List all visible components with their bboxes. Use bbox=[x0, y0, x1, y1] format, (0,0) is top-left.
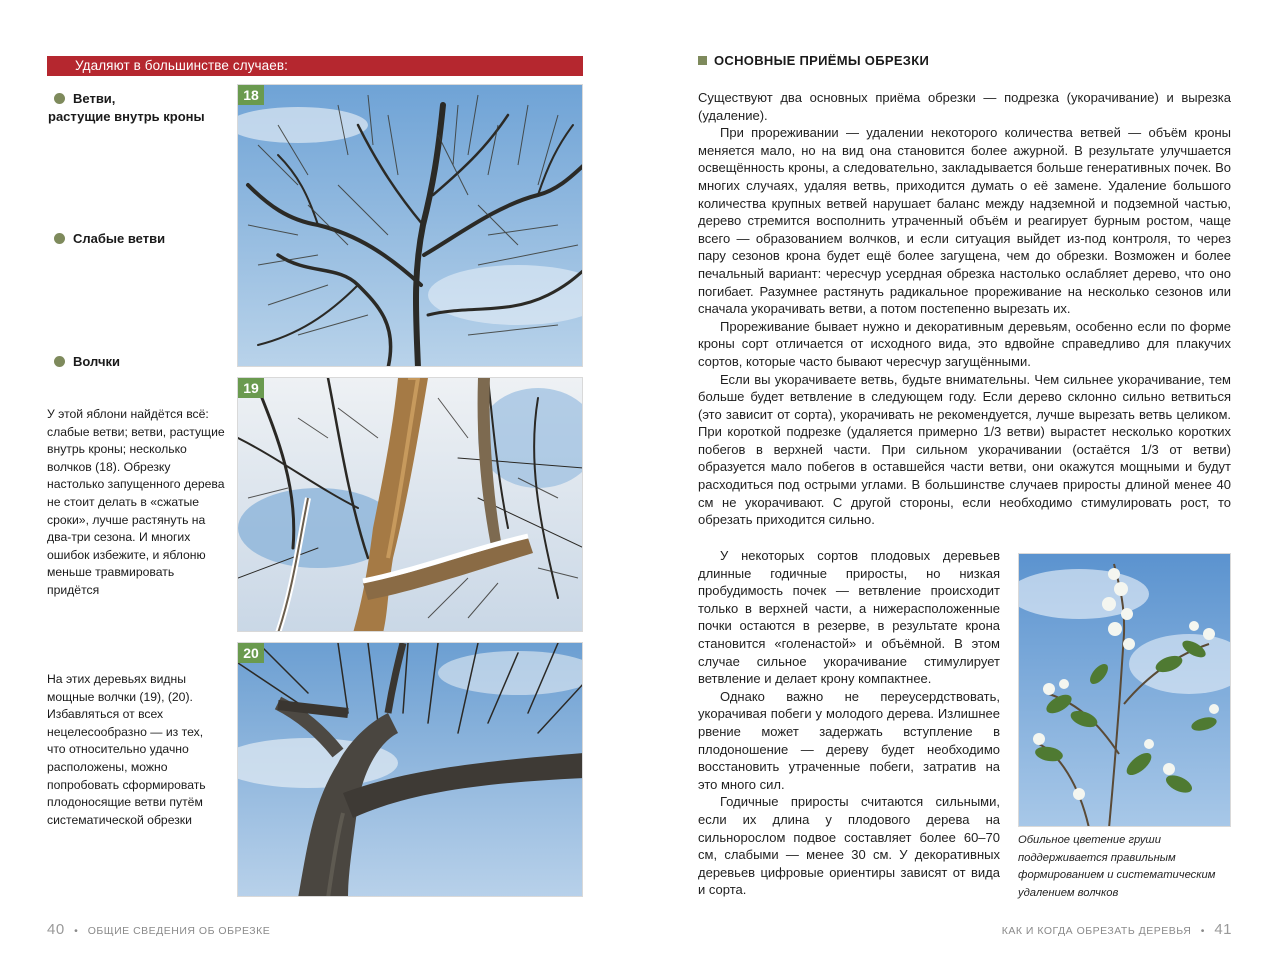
footer-separator: • bbox=[1200, 925, 1205, 937]
paragraph: При прореживании — удалении некоторого количества ветвей — объём кроны меняется мало, но на вид она становится более ажурной. В результате улучшается освещённость кроны, а следовательно, закладывается больше генеративных почек. Во многих случаях, удаляя ветвь, приходится думать о её замене. Удаление большого количества крупных ветвей нарушает баланс между надземной и подземной частью, дерево стремится восполнить утраченный объём и реагирует бурным ростом, чаще всего — образованием волчков, и если ситуация выйдет из-под контроля, то через пару сезонов крона будет ещё более загущена, чем до обрезки. Возможен и более печальный вариант: чересчур усердная обрезка настолько ослабляет дерево, что оно погибает. Разумнее растянуть радикальное прореживание на несколько сезонов или сначала укорачивать ветви, а потом постепенно вырезать их. bbox=[698, 125, 1231, 317]
apple-tree-water-sprouts-image bbox=[238, 378, 583, 632]
paragraph: У некоторых сортов плодовых деревьев длинные годичные приросты, но низкая пробудимость почек — ветвление происходит только в верхней части, а нижерасположенные почки остаются в резерве, в результате крона становится «голенастой» и объёмной. В этом случае сильное укорачивание стимулирует ветвление и делает крону компактнее. bbox=[698, 548, 1000, 687]
photo-number-badge: 20 bbox=[238, 643, 264, 663]
bullet-label-line2: растущие внутрь кроны bbox=[48, 109, 205, 124]
article-body-top bbox=[698, 89, 1231, 529]
footer-left bbox=[47, 921, 270, 938]
article-body-bottom bbox=[698, 547, 1000, 899]
photo-19 bbox=[237, 377, 583, 632]
bullet-label: Ветви, bbox=[73, 91, 116, 106]
caption-text: Обильное цветение груши поддерживается правильным формированием и систематическим удалением волчков bbox=[1018, 834, 1216, 899]
caption-text: У этой яблони найдётся всё: слабые ветви; ветви, растущие внутрь кроны; несколько волчков (18). Обрезку настолько запущенного дерева не стоит делать в «сжатые сроки», лучше растянуть на два-три сезона. И многих ошибок избежите, и яблоню меньше травмировать придётся bbox=[47, 407, 225, 597]
bullet-item-weak-branches bbox=[54, 230, 165, 248]
caption-photo-20 bbox=[47, 671, 219, 829]
caption-photo-19 bbox=[47, 406, 229, 600]
paragraph: Прореживание бывает нужно и декоративным деревьям, особенно если по форме кроны сорт отличается от исходного вида, это вдвойне справедливо для плакучих сортов, которые часто бывают чересчур загущёнными. bbox=[698, 318, 1231, 369]
bullet-label: Волчки bbox=[73, 354, 120, 369]
photo-caption-pear bbox=[1018, 832, 1236, 902]
section-heading-text: ОСНОВНЫЕ ПРИЁМЫ ОБРЕЗКИ bbox=[714, 53, 930, 68]
section-heading bbox=[698, 53, 929, 68]
square-bullet-icon bbox=[698, 56, 707, 65]
tree-crown-image bbox=[238, 85, 583, 367]
footer-separator: • bbox=[74, 925, 79, 937]
caption-text: На этих деревьях видны мощные волчки (19), (20). Избавляться от всех нецелесообразно — из тех, что относительно удачно расположены, можно попробовать сформировать плодоносящие ветви путём систематической обрезки bbox=[47, 672, 206, 827]
photo-pear-blossom bbox=[1018, 553, 1231, 827]
photo-number-badge: 18 bbox=[238, 85, 264, 105]
paragraph: Годичные приросты считаются сильными, если их длина у плодового дерева на сильнорослом подвое составляет более 60–70 см, слабыми — менее 30 см. У декоративных деревьев цифровые ориентиры зависят от вида и сорта. bbox=[698, 794, 1000, 898]
bullet-dot-icon bbox=[54, 356, 65, 367]
bullet-item-water-sprouts bbox=[54, 353, 120, 371]
paragraph: Однако важно не переусердствовать, укорачивая побеги у молодого дерева. Излишнее рвение может задержать вступление в плодоношение — дереву будет необходимо восстановить утраченные побеги, затратив на это много сил. bbox=[698, 688, 1000, 792]
footer-right bbox=[1002, 921, 1232, 938]
bullet-item-inner-branches bbox=[48, 90, 205, 126]
bullet-label: Слабые ветви bbox=[73, 231, 166, 246]
photo-20 bbox=[237, 642, 583, 897]
page-number: 40 bbox=[47, 921, 65, 938]
photo-18 bbox=[237, 84, 583, 367]
page-number: 41 bbox=[1214, 921, 1232, 938]
bullet-dot-icon bbox=[54, 93, 65, 104]
tree-trunk-water-sprouts-image bbox=[238, 643, 583, 897]
section-band-title: Удаляют в большинстве случаев: bbox=[75, 58, 289, 73]
pear-blossom-image bbox=[1019, 554, 1231, 827]
paragraph: Если вы укорачиваете ветвь, будьте внимательны. Чем сильнее укорачивание, тем больше будет ветвление в следующем году. Если дерево склонно сильно ветвиться (это зависит от сорта), укорачивать не рекомендуется, лучше вырезать ветвь целиком. При короткой подрезке (удаляется примерно 1/3 ветви) вырастет несколько коротких побегов в верхней части. При сильном укорачивании (остаётся 1/3 от ветви) образуется мало побегов в оставшейся части ветви, они окажутся мощными и будут расходиться под острыми углами. В большинстве случаев приросты длиной менее 40 см не укорачивают. С другой стороны, если необходимо стимулировать рост, то обрезать приходится сильно. bbox=[698, 371, 1231, 528]
paragraph: Существуют два основных приёма обрезки — подрезка (укорачивание) и вырезка (удаление). bbox=[698, 90, 1231, 123]
bullet-dot-icon bbox=[54, 233, 65, 244]
section-band bbox=[47, 56, 583, 76]
running-title: КАК И КОГДА ОБРЕЗАТЬ ДЕРЕВЬЯ bbox=[1001, 925, 1192, 937]
running-title: ОБЩИЕ СВЕДЕНИЯ ОБ ОБРЕЗКЕ bbox=[87, 925, 271, 937]
photo-number-badge: 19 bbox=[238, 378, 264, 398]
